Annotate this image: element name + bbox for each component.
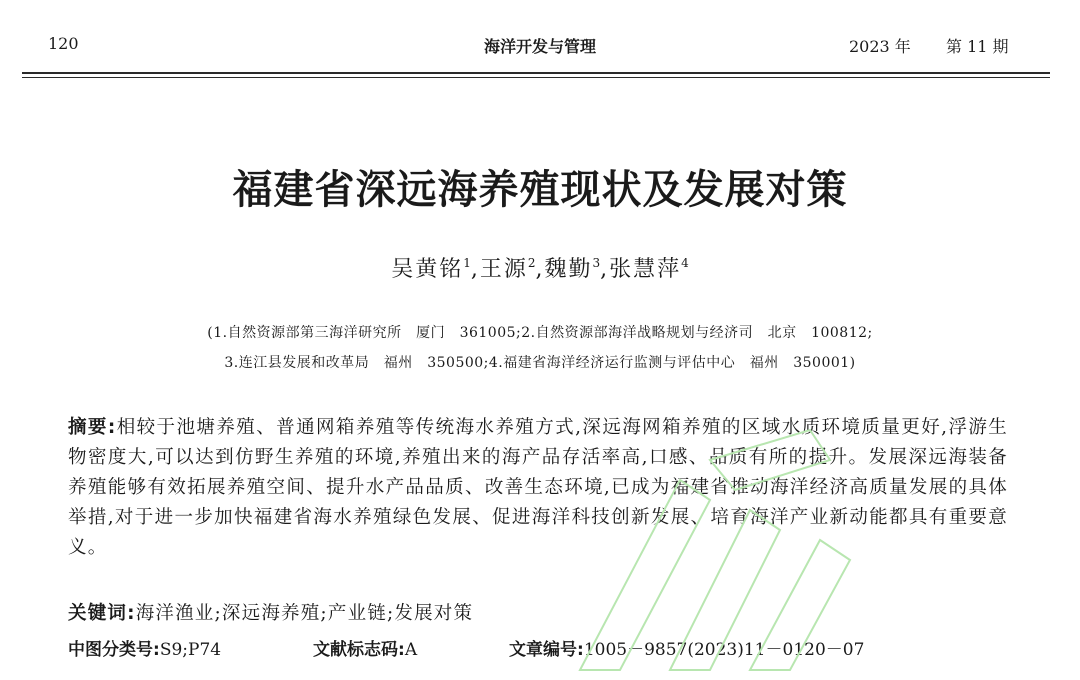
header-rule-thin: [22, 77, 1050, 78]
author-affiliation-marker: 2: [527, 256, 536, 270]
affiliations-line-2: 3.连江县发展和改革局 福州 350500;4.福建省海洋经济运行监测与评估中心 福州 350001): [224, 355, 856, 371]
keywords: [68, 599, 473, 625]
author-separator: ,: [600, 257, 610, 282]
article-number: [509, 635, 864, 660]
journal-issue: 第 11 期: [946, 37, 1009, 56]
author-separator: ,: [470, 257, 480, 282]
page-header: [0, 0, 1080, 80]
author-name: 张慧萍: [609, 257, 682, 282]
author-list: [0, 252, 1080, 283]
abstract-label: 摘要:: [68, 417, 117, 438]
author-name: 王源: [479, 257, 528, 282]
abstract: [68, 413, 1008, 563]
keywords-label: 关键词:: [68, 603, 136, 624]
author-affiliation-marker: 1: [463, 256, 471, 270]
article-number-label: 文章编号:: [509, 640, 584, 660]
document-code-label: 文献标志码:: [313, 640, 405, 660]
document-code-value: A: [404, 640, 418, 660]
keywords-text: 海洋渔业;深远海养殖;产业链;发展对策: [135, 603, 474, 624]
paper-title: 福建省深远海养殖现状及发展对策: [232, 166, 848, 213]
journal-year: 2023 年: [849, 37, 911, 56]
clc-number: [68, 635, 221, 660]
header-rule-thick: [22, 72, 1050, 74]
clc-label: 中图分类号:: [68, 640, 160, 660]
abstract-text: 相较于池塘养殖、普通网箱养殖等传统海水养殖方式,深远海网箱养殖的区域水质环境质量更好,浮游生物密度大,可以达到仿野生养殖的环境,养殖出来的海产品存活率高,口感、品质有所的提升。发展深远海装备养殖能够有效拓展养殖空间、提升水产品品质、改善生态环境,已成为福建省推动海洋经济高质量发展的具体举措,对于进一步加快福建省海水养殖绿色发展、促进海洋科技创新发展、培育海洋产业新动能都具有重要意义。: [68, 417, 1009, 558]
author-affiliation-marker: 4: [681, 256, 689, 270]
article-number-value: 1005－9857(2023)11－0120－07: [583, 640, 865, 660]
page-number: 120: [48, 34, 79, 53]
author-affiliation-marker: 3: [592, 256, 601, 270]
affiliations-line-1: (1.自然资源部第三海洋研究所 厦门 361005;2.自然资源部海洋战略规划与经济司 北京 100812;: [207, 325, 873, 341]
author-name: 吴黄铭: [391, 257, 464, 282]
clc-value: S9;P74: [159, 640, 222, 660]
author-name: 魏勤: [544, 257, 593, 282]
author-separator: ,: [535, 257, 545, 282]
document-code: [313, 635, 417, 660]
journal-name: 海洋开发与管理: [483, 37, 596, 56]
